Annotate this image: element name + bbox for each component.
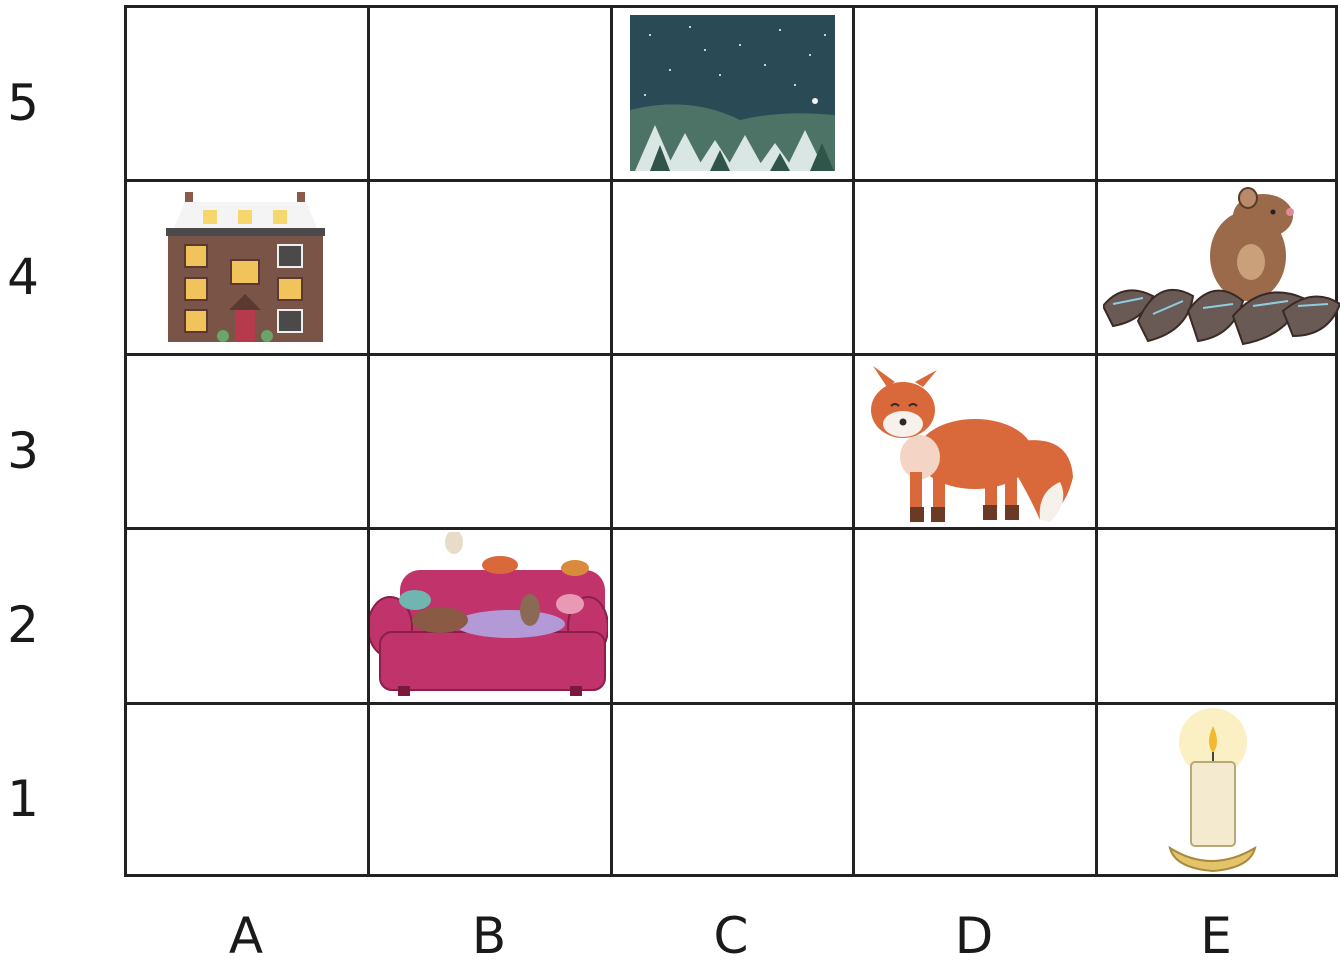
grid-line — [1095, 8, 1098, 874]
grid-line — [127, 353, 1335, 356]
row-label-2: 2 — [7, 596, 39, 654]
column-label-b: B — [471, 907, 507, 965]
grid-line — [852, 8, 855, 874]
row-label-1: 1 — [7, 770, 39, 828]
column-label-c: C — [713, 907, 749, 965]
row-label-5: 5 — [7, 74, 39, 132]
grid-line — [127, 527, 1335, 530]
column-label-a: A — [228, 907, 264, 965]
row-label-3: 3 — [7, 422, 39, 480]
grid-line — [127, 702, 1335, 705]
grid-line — [127, 179, 1335, 182]
grid-line — [610, 8, 613, 874]
mouse-in-leaves-picture — [1103, 186, 1340, 350]
candle-picture — [1165, 708, 1257, 873]
grid-line — [367, 8, 370, 874]
column-label-e: E — [1200, 907, 1232, 965]
snowy-house-picture — [163, 190, 328, 345]
night-sky-forest-picture — [630, 15, 835, 171]
sofa-with-animals-picture — [370, 532, 608, 700]
column-label-d: D — [954, 907, 994, 965]
fox-picture — [865, 362, 1077, 527]
row-label-4: 4 — [7, 248, 39, 306]
